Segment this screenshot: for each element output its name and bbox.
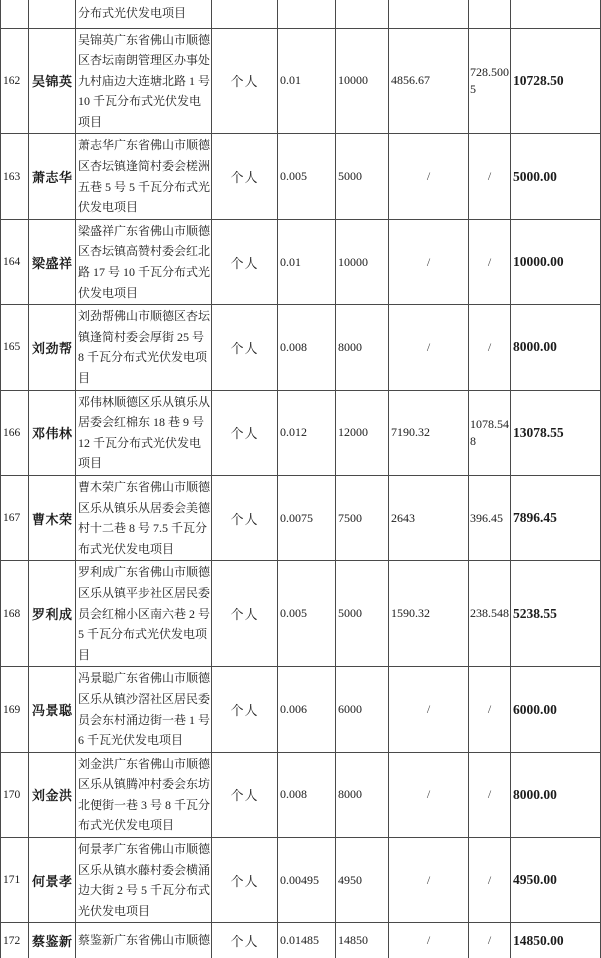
cell-generation-subsidy: 728.5005 [469, 28, 511, 134]
cell-applicant-type [212, 0, 278, 28]
cell-total-subsidy [511, 0, 601, 28]
cell-applicant-name: 冯景聪 [29, 667, 76, 752]
cell-generation-amount: / [389, 752, 469, 837]
cell-row-number: 171 [1, 838, 29, 923]
cell-subsidy-base: 12000 [336, 390, 389, 475]
cell-capacity-mw: 0.008 [278, 305, 336, 390]
cell-subsidy-base: 10000 [336, 28, 389, 134]
cell-subsidy-base: 8000 [336, 305, 389, 390]
cell-generation-subsidy: 396.45 [469, 475, 511, 560]
cell-generation-subsidy: / [469, 134, 511, 219]
cell-applicant-name: 何景孝 [29, 838, 76, 923]
cell-capacity-mw: 0.008 [278, 752, 336, 837]
cell-capacity-mw: 0.01485 [278, 923, 336, 958]
cell-applicant-name: 萧志华 [29, 134, 76, 219]
cell-row-number: 162 [1, 28, 29, 134]
cell-total-subsidy: 14850.00 [511, 923, 601, 958]
cell-project-description: 曹木荣广东省佛山市顺德区乐从镇乐从居委会美德村十二巷 8 号 7.5 千瓦分布式光伏发电项目 [76, 475, 212, 560]
cell-subsidy-base: 4950 [336, 838, 389, 923]
cell-applicant-type: 个人 [212, 28, 278, 134]
cell-applicant-name: 刘劲帮 [29, 305, 76, 390]
cell-project-description: 分布式光伏发电项目 [76, 0, 212, 28]
cell-capacity-mw: 0.005 [278, 561, 336, 667]
cell-row-number: 164 [1, 219, 29, 304]
cell-applicant-name: 曹木荣 [29, 475, 76, 560]
cell-generation-subsidy [469, 0, 511, 28]
table-row [1, 838, 601, 923]
cell-capacity-mw: 0.012 [278, 390, 336, 475]
cell-applicant-type: 个人 [212, 752, 278, 837]
cell-project-description: 萧志华广东省佛山市顺德区杏坛镇逢简村委会槎洲五巷 5 号 5 千瓦分布式光伏发电项目 [76, 134, 212, 219]
cell-applicant-type: 个人 [212, 838, 278, 923]
cell-applicant-type: 个人 [212, 923, 278, 958]
table-row [1, 305, 601, 390]
cell-generation-amount: / [389, 923, 469, 958]
cell-capacity-mw: 0.006 [278, 667, 336, 752]
cell-applicant-name: 梁盛祥 [29, 219, 76, 304]
cell-subsidy-base: 10000 [336, 219, 389, 304]
table-row [1, 134, 601, 219]
cell-applicant-type: 个人 [212, 305, 278, 390]
cell-generation-amount: 4856.67 [389, 28, 469, 134]
cell-subsidy-base [336, 0, 389, 28]
cell-project-description: 蔡鉴新广东省佛山市顺德 [76, 923, 212, 958]
cell-subsidy-base: 14850 [336, 923, 389, 958]
cell-generation-subsidy: / [469, 219, 511, 304]
cell-project-description: 邓伟林顺德区乐从镇乐从居委会红棉东 18 巷 9 号 12 千瓦分布式光伏发电项目 [76, 390, 212, 475]
cell-applicant-name [29, 0, 76, 28]
cell-row-number: 169 [1, 667, 29, 752]
cell-project-description: 冯景聪广东省佛山市顺德区乐从镇沙滘社区居民委员会东村涌边街一巷 1 号 6 千瓦光伏发电项目 [76, 667, 212, 752]
cell-project-description: 梁盛祥广东省佛山市顺德区杏坛镇高赞村委会红北路 17 号 10 千瓦分布式光伏发电项目 [76, 219, 212, 304]
cell-capacity-mw: 0.0075 [278, 475, 336, 560]
cell-row-number: 165 [1, 305, 29, 390]
table-row [1, 28, 601, 134]
cell-capacity-mw: 0.005 [278, 134, 336, 219]
table-row [1, 923, 601, 958]
cell-total-subsidy: 8000.00 [511, 305, 601, 390]
cell-total-subsidy: 6000.00 [511, 667, 601, 752]
cell-subsidy-base: 7500 [336, 475, 389, 560]
cell-applicant-type: 个人 [212, 134, 278, 219]
cell-row-number: 166 [1, 390, 29, 475]
cell-generation-subsidy: / [469, 667, 511, 752]
table-row [1, 475, 601, 560]
cell-total-subsidy: 10000.00 [511, 219, 601, 304]
cell-applicant-name: 刘金洪 [29, 752, 76, 837]
cell-capacity-mw: 0.00495 [278, 838, 336, 923]
cell-capacity-mw: 0.01 [278, 219, 336, 304]
cell-generation-amount: 1590.32 [389, 561, 469, 667]
cell-project-description: 吴锦英广东省佛山市顺德区杏坛南朗管理区办事处九村庙边大连塘北路 1 号 10 千瓦分布式光伏发电项目 [76, 28, 212, 134]
cell-capacity-mw: 0.01 [278, 28, 336, 134]
cell-generation-subsidy: / [469, 838, 511, 923]
cell-applicant-name: 吴锦英 [29, 28, 76, 134]
cell-total-subsidy: 13078.55 [511, 390, 601, 475]
cell-subsidy-base: 5000 [336, 561, 389, 667]
cell-generation-amount: / [389, 667, 469, 752]
cell-generation-amount [389, 0, 469, 28]
table-row [1, 752, 601, 837]
cell-row-number: 168 [1, 561, 29, 667]
cell-capacity-mw [278, 0, 336, 28]
cell-applicant-type: 个人 [212, 219, 278, 304]
cell-applicant-name: 罗利成 [29, 561, 76, 667]
table-row [1, 561, 601, 667]
cell-subsidy-base: 5000 [336, 134, 389, 219]
cell-generation-amount: 7190.32 [389, 390, 469, 475]
table-row [1, 667, 601, 752]
cell-applicant-type: 个人 [212, 390, 278, 475]
cell-generation-subsidy: / [469, 752, 511, 837]
cell-generation-amount: / [389, 838, 469, 923]
cell-generation-amount: / [389, 134, 469, 219]
cell-applicant-type: 个人 [212, 667, 278, 752]
cell-project-description: 刘劲帮佛山市顺德区杏坛镇逢简村委会厚街 25 号 8 千瓦分布式光伏发电项目 [76, 305, 212, 390]
cell-subsidy-base: 8000 [336, 752, 389, 837]
cell-generation-subsidy: 238.548 [469, 561, 511, 667]
cell-applicant-name: 蔡鉴新 [29, 923, 76, 958]
cell-total-subsidy: 4950.00 [511, 838, 601, 923]
cell-generation-subsidy: 1078.548 [469, 390, 511, 475]
cell-total-subsidy: 5238.55 [511, 561, 601, 667]
cell-generation-amount: / [389, 219, 469, 304]
cell-row-number [1, 0, 29, 28]
cell-total-subsidy: 7896.45 [511, 475, 601, 560]
cell-total-subsidy: 8000.00 [511, 752, 601, 837]
cell-row-number: 163 [1, 134, 29, 219]
table-row [1, 219, 601, 304]
cell-project-description: 刘金洪广东省佛山市顺德区乐从镇腾冲村委会东坊北便街一巷 3 号 8 千瓦分布式光伏发电项目 [76, 752, 212, 837]
cell-row-number: 167 [1, 475, 29, 560]
cell-generation-amount: 2643 [389, 475, 469, 560]
cell-total-subsidy: 5000.00 [511, 134, 601, 219]
cell-generation-subsidy: / [469, 923, 511, 958]
cell-row-number: 172 [1, 923, 29, 958]
cell-subsidy-base: 6000 [336, 667, 389, 752]
cell-total-subsidy: 10728.50 [511, 28, 601, 134]
cell-project-description: 何景孝广东省佛山市顺德区乐从镇水藤村委会横涌边大街 2 号 5 千瓦分布式光伏发电项目 [76, 838, 212, 923]
table-row [1, 390, 601, 475]
cell-generation-subsidy: / [469, 305, 511, 390]
cell-applicant-type: 个人 [212, 475, 278, 560]
cell-row-number: 170 [1, 752, 29, 837]
cell-applicant-type: 个人 [212, 561, 278, 667]
table-body [1, 0, 601, 958]
table-row [1, 0, 601, 28]
cell-applicant-name: 邓伟林 [29, 390, 76, 475]
cell-project-description: 罗利成广东省佛山市顺德区乐从镇平步社区居民委员会红棉小区南六巷 2 号 5 千瓦分布式光伏发电项目 [76, 561, 212, 667]
cell-generation-amount: / [389, 305, 469, 390]
